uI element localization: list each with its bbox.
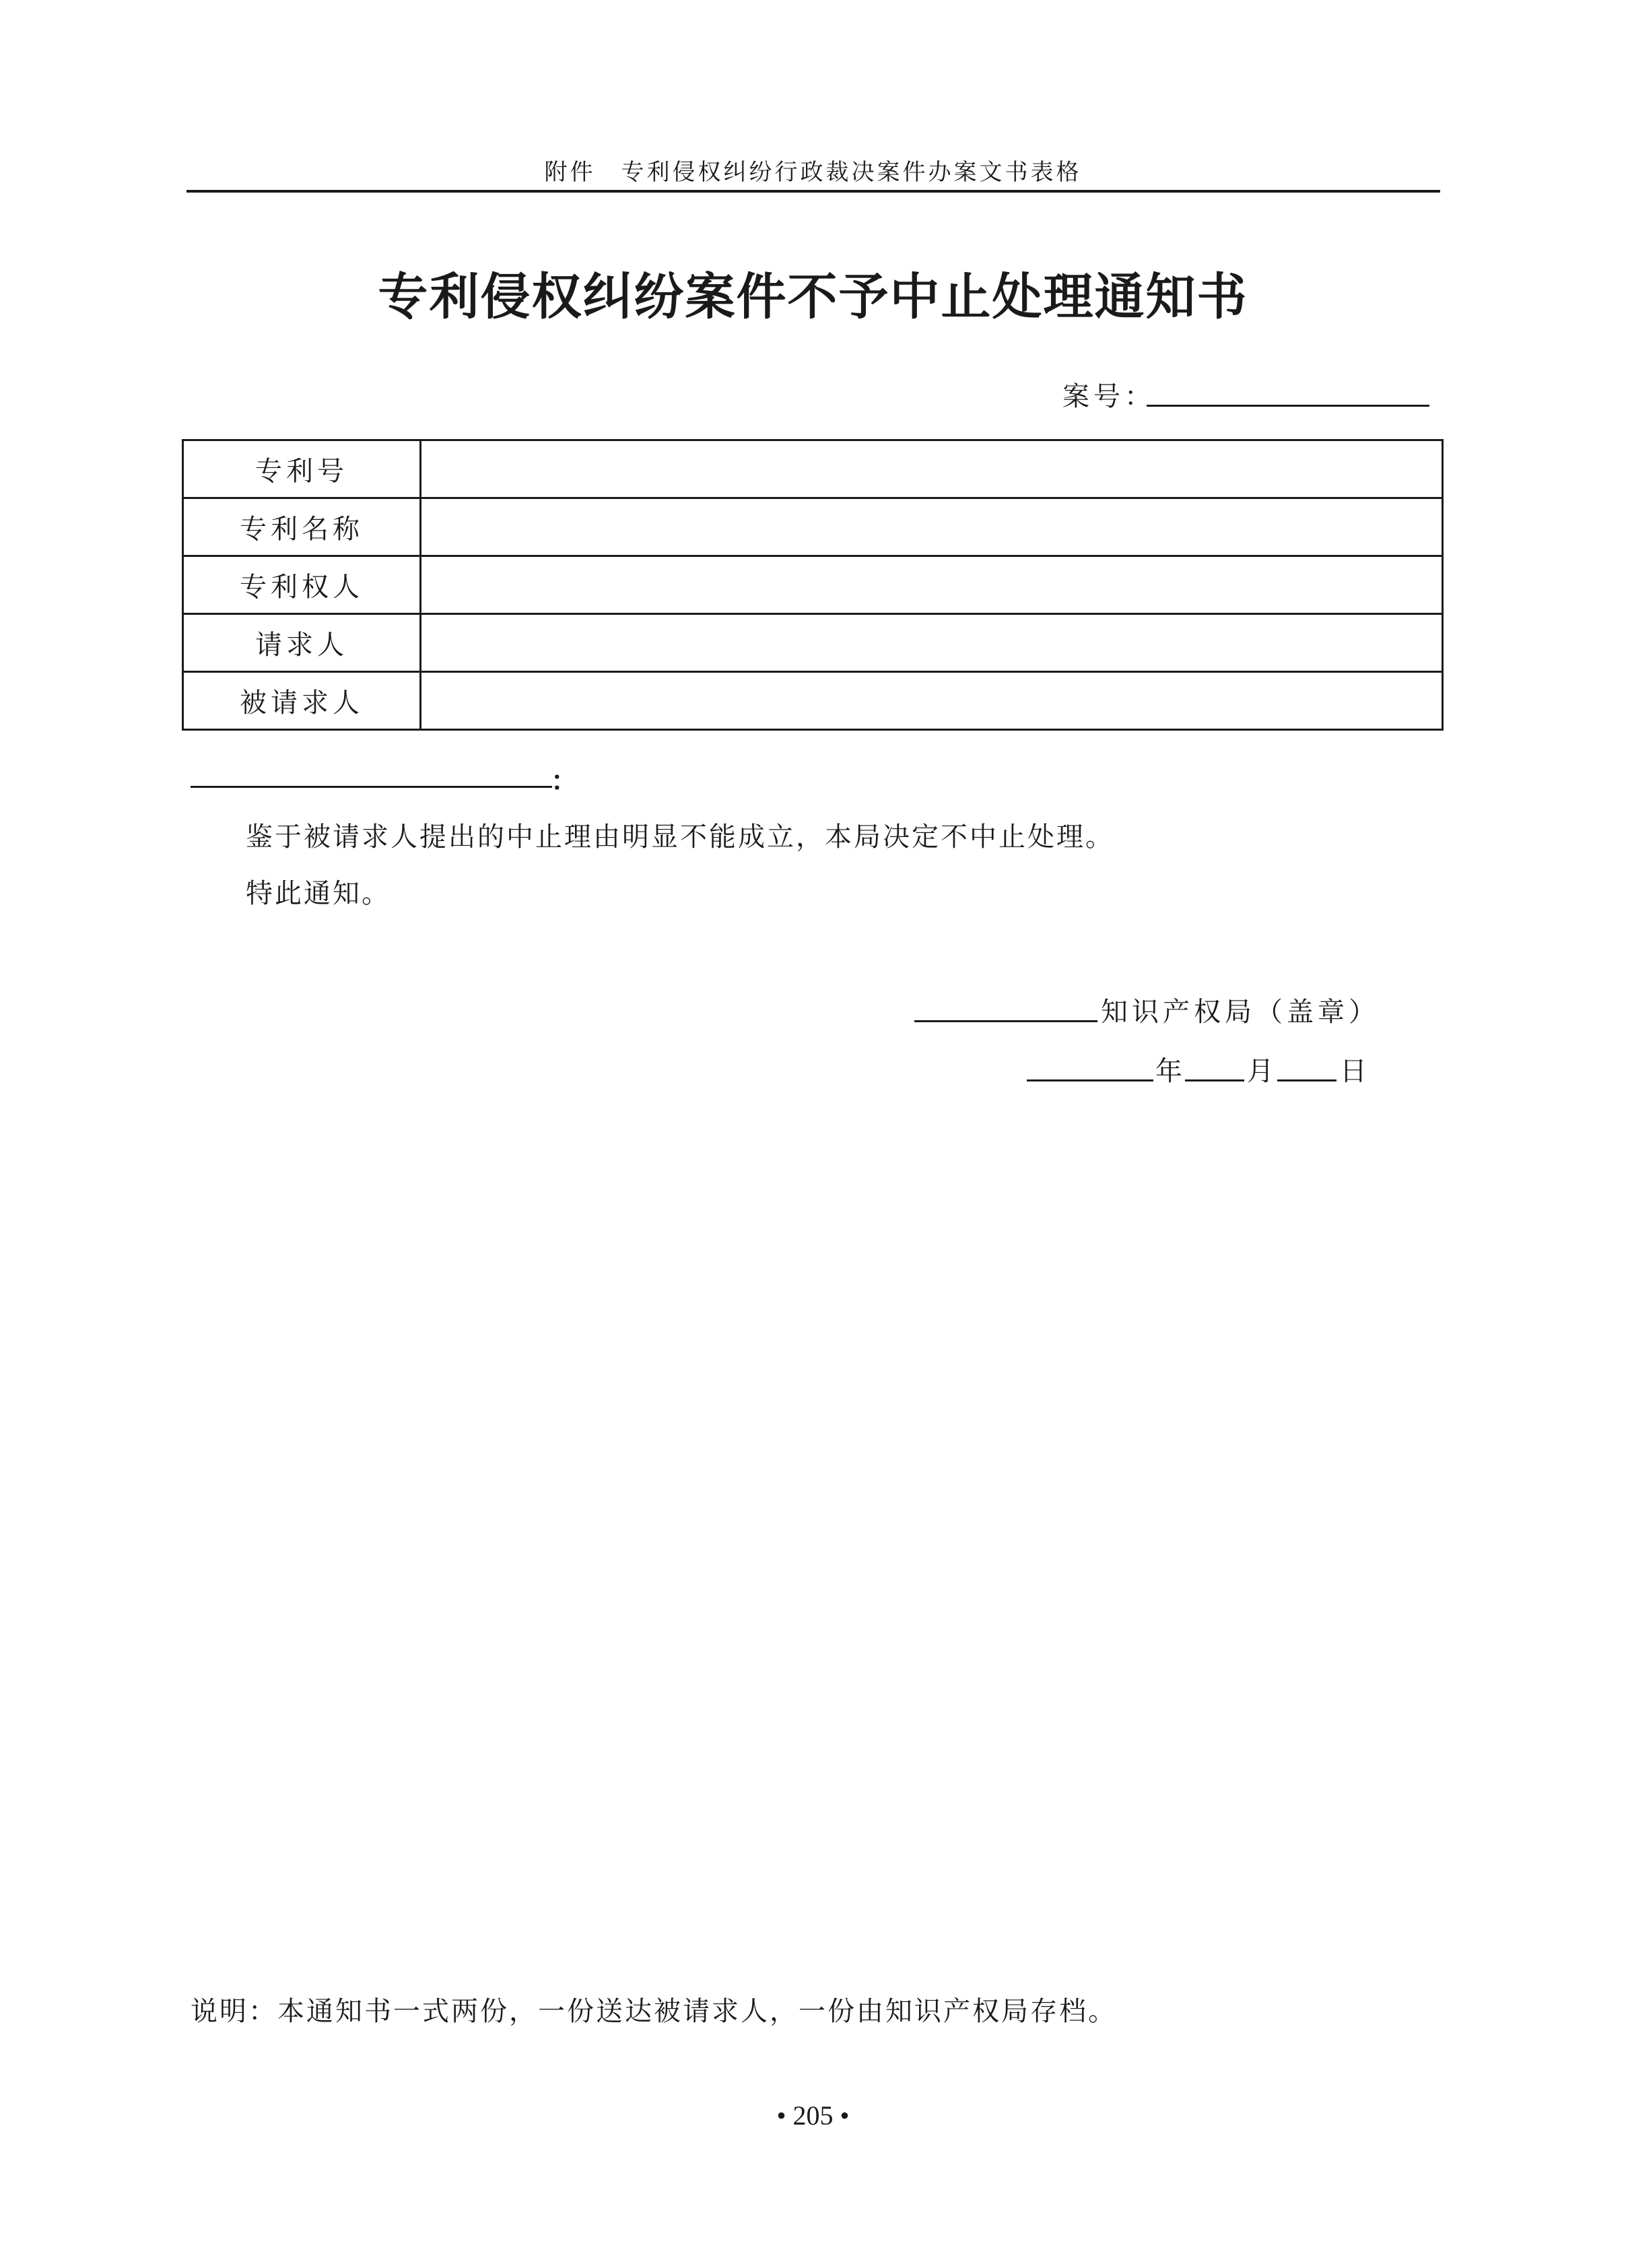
patentee-label: 专利权人 <box>183 556 421 614</box>
table-row <box>183 614 1443 672</box>
office-seal-label: 知识产权局（盖章） <box>1101 997 1380 1028</box>
patent-name-label: 专利名称 <box>183 498 421 556</box>
day-field[interactable] <box>1277 1079 1336 1081</box>
patent-number-label: 专利号 <box>183 440 421 498</box>
page-header: 附件 专利侵权纠纷行政裁决案件办案文书表格 <box>544 159 1082 186</box>
respondent-field[interactable] <box>421 672 1443 730</box>
case-number-label: 案号： <box>1062 381 1155 412</box>
day-label: 日 <box>1340 1056 1371 1087</box>
patent-info-table <box>182 439 1444 731</box>
addressee-field[interactable] <box>191 786 552 788</box>
year-label: 年 <box>1155 1056 1186 1087</box>
table-row <box>183 498 1443 556</box>
patent-name-field[interactable] <box>421 498 1443 556</box>
explanatory-note: 说明：本通知书一式两份，一份送达被请求人，一份由知识产权局存档。 <box>191 1996 1117 2027</box>
table-row <box>183 672 1443 730</box>
case-number-field[interactable] <box>1147 405 1429 407</box>
addressee-colon: ： <box>551 765 578 797</box>
table-row <box>183 440 1443 498</box>
office-name-field[interactable] <box>914 1020 1097 1022</box>
requester-field[interactable] <box>421 614 1443 672</box>
page-number: • 205 • <box>776 2100 850 2131</box>
document-title: 专利侵权纠纷案件不予中止处理通知书 <box>378 268 1248 326</box>
patent-number-field[interactable] <box>421 440 1443 498</box>
header-rule <box>187 190 1440 193</box>
year-field[interactable] <box>1027 1079 1153 1081</box>
patentee-field[interactable] <box>421 556 1443 614</box>
respondent-label: 被请求人 <box>183 672 421 730</box>
body-paragraph-decision: 鉴于被请求人提出的中止理由明显不能成立，本局决定不中止处理。 <box>246 822 1114 853</box>
requester-label: 请求人 <box>183 614 421 672</box>
body-paragraph-notice: 特此通知。 <box>246 878 391 909</box>
month-field[interactable] <box>1185 1079 1244 1081</box>
table-row <box>183 556 1443 614</box>
month-label: 月 <box>1247 1056 1278 1087</box>
